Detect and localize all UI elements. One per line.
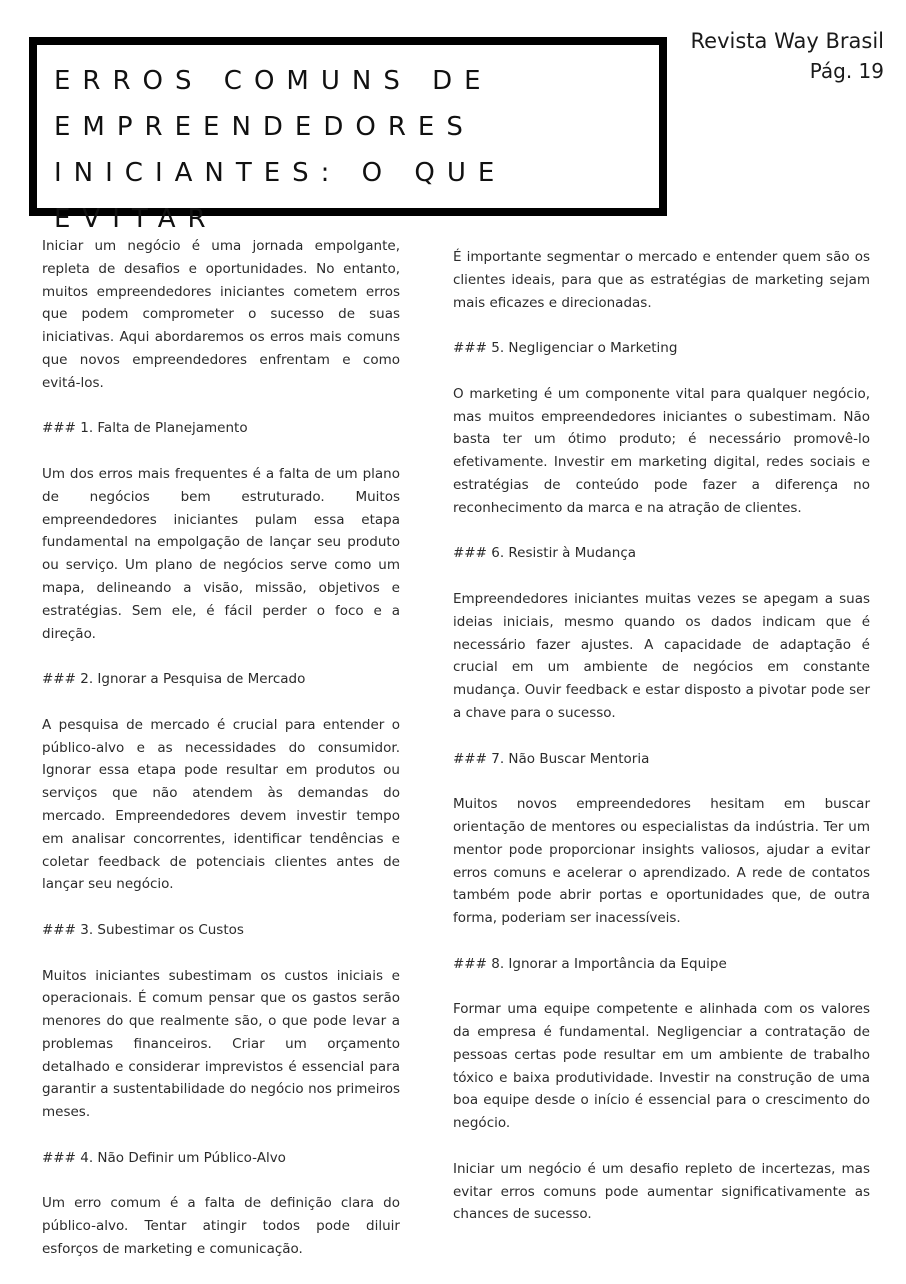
section-body-4-continued: É importante segmentar o mercado e entender quem são os clientes ideais, para que as estratégias de marketing sejam mais eficazes e direcionadas. bbox=[453, 249, 870, 311]
page-number: Pág. 19 bbox=[809, 59, 884, 83]
section-body-3: Muitos iniciantes subestimam os custos iniciais e operacionais. É comum pensar que os gastos serão menores do que realmente são, o que pode levar a problemas financeiros. Criar um orçamento detalhado e considerar imprevistos é essencial para garantir a sustentabilidade do negócio nos primeiros meses. bbox=[42, 967, 400, 1121]
title-line-2: EMPREENDEDORES bbox=[54, 112, 475, 142]
section-body-8: Formar uma equipe competente e alinhada com os valores da empresa é fundamental. Negligenciar a contratação de pessoas certas pode resultar em um ambiente de trabalho tóxico e baixa produtividade. Investir na construção de uma boa equipe desde o início é essencial para o crescimento do negócio. bbox=[453, 1001, 870, 1132]
magazine-name: Revista Way Brasil bbox=[690, 29, 884, 53]
conclusion-paragraph: Iniciar um negócio é um desafio repleto de incertezas, mas evitar erros comuns pode aumentar significativamente as chances de sucesso. bbox=[453, 1160, 870, 1223]
section-body-1: Um dos erros mais frequentes é a falta de um plano de negócios bem estruturado. Muitos empreendedores iniciantes pulam essa etapa fundamental na empolgação de lançar seu produto ou serviço. Um plano de negócios serve como um mapa, delineando a visão, missão, objetivos e estratégias. Sem ele, é fácil perder o foco e a direção. bbox=[42, 465, 400, 642]
article-title bbox=[54, 58, 654, 242]
masthead bbox=[691, 26, 884, 86]
section-heading-5: ### 5. Negligenciar o Marketing bbox=[453, 340, 678, 357]
section-heading-1: ### 1. Falta de Planejamento bbox=[42, 420, 248, 437]
section-heading-8: ### 8. Ignorar a Importância da Equipe bbox=[453, 955, 727, 972]
title-line-1: ERROS COMUNS DE bbox=[54, 66, 493, 96]
title-line-3: INICIANTES: O QUE EVITAR bbox=[54, 158, 507, 234]
section-body-7: Muitos novos empreendedores hesitam em buscar orientação de mentores ou especialistas da indústria. Ter um mentor pode proporcionar insights valiosos, ajudar a evitar erros comuns e acelerar o aprendizado. A rede de contatos também pode abrir portas e oportunidades que, de outra forma, poderiam ser inacessíveis. bbox=[453, 796, 870, 927]
section-heading-3: ### 3. Subestimar os Custos bbox=[42, 921, 244, 938]
section-body-6: Empreendedores iniciantes muitas vezes se apegam a suas ideias iniciais, mesmo quando os dados indicam que é necessário fazer ajustes. A capacidade de adaptação é crucial em um ambiente de negócios em constante mudança. Ouvir feedback e estar disposto a pivotar pode ser a chave para o sucesso. bbox=[453, 590, 870, 721]
section-heading-7: ### 7. Não Buscar Mentoria bbox=[453, 750, 650, 767]
section-body-4: Um erro comum é a falta de definição clara do público-alvo. Tentar atingir todos pode diluir esforços de marketing e comunicação. bbox=[42, 1195, 400, 1258]
section-heading-6: ### 6. Resistir à Mudança bbox=[453, 545, 637, 562]
section-body-2: A pesquisa de mercado é crucial para entender o público-alvo e as necessidades do consumidor. Ignorar essa etapa pode resultar em produtos ou serviços que não atendem às demandas do mercado. Empreendedores devem investir tempo em analisar concorrentes, identificar tendências e coletar feedback de potenciais clientes antes de lançar seu negócio. bbox=[42, 716, 400, 893]
section-body-5: O marketing é um componente vital para qualquer negócio, mas muitos empreendedores iniciantes o subestimam. Não basta ter um ótimo produto; é necessário promovê-lo efetivamente. Investir em marketing digital, redes sociais e estratégias de conteúdo pode fazer a diferença no reconhecimento da marca e na atração de clientes. bbox=[453, 385, 870, 516]
section-heading-4: ### 4. Não Definir um Público-Alvo bbox=[42, 1149, 286, 1166]
intro-paragraph: Iniciar um negócio é uma jornada empolgante, repleta de desafios e oportunidades. No entanto, muitos empreendedores iniciantes cometem erros que podem comprometer o sucesso de suas iniciativas. Aqui abordaremos os erros mais comuns que novos empreendedores enfrentam e como evitá-los. bbox=[42, 238, 400, 391]
left-column bbox=[42, 235, 400, 1284]
section-heading-2: ### 2. Ignorar a Pesquisa de Mercado bbox=[42, 671, 306, 688]
right-column bbox=[453, 246, 870, 1249]
